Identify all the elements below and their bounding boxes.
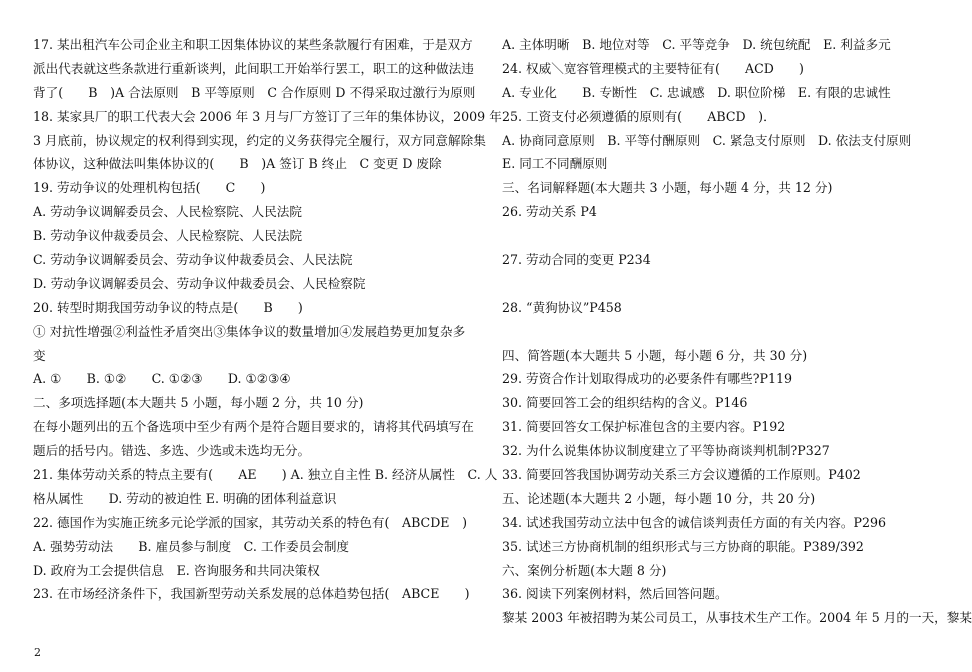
text-line: 派出代表就这些条款进行重新谈判，此间职工开始举行罢工，职工的这种做法违: [33, 60, 474, 76]
left-column: [33, 33, 502, 606]
text-line: 四、简答题(本大题共 5 小题，每小题 6 分，共 30 分): [502, 347, 808, 363]
text-line: 20. 转型时期我国劳动争议的特点是( B ): [33, 299, 303, 315]
blank-line: [502, 224, 927, 248]
text-line: 19. 劳动争议的处理机构包括( C ): [33, 180, 266, 196]
text-line: 黎某 2003 年被招聘为某公司员工，从事技术生产工作。2004 年 5 月的一天，黎某: [502, 610, 972, 626]
text-line: A. 协商同意原则 B. 平等付酬原则 C. 紧急支付原则 D. 依法支付原则: [502, 132, 912, 148]
text-line: A. 主体明晰 B. 地位对等 C. 平等竞争 D. 统包统配 E. 利益多元: [502, 37, 891, 52]
text-line: 17. 某出租汽车公司企业主和职工因集体协议的某些条款履行有困难，于是双方: [33, 37, 473, 52]
text-line: 21. 集体劳动关系的特点主要有( AE ) A. 独立自主性 B. 经济从属性 C. 人: [33, 467, 498, 483]
text-line: 格从属性 D. 劳动的被迫性 E. 明确的团体利益意识: [33, 490, 337, 506]
text-line: D. 政府为工会提供信息 E. 咨询服务和共同决策权: [33, 562, 320, 578]
text-line: 26. 劳动关系 P4: [502, 204, 597, 220]
text-line: 三、名词解释题(本大题共 3 小题，每小题 4 分，共 12 分): [502, 180, 833, 196]
text-line: 32. 为什么说集体协议制度建立了平等协商谈判机制?P327: [502, 443, 830, 459]
text-line: 30. 简要回答工会的组织结构的含义。P146: [502, 395, 748, 411]
text-line: A. ① B. ①② C. ①②③ D. ①②③④: [33, 371, 291, 387]
text-line: E. 同工不同酬原则: [502, 156, 608, 172]
text-line: 29. 劳资合作计划取得成功的必要条件有哪些?P119: [502, 371, 792, 387]
right-column: [502, 33, 972, 630]
text-line: 33. 简要回答我国协调劳动关系三方会议遵循的工作原则。P402: [502, 467, 861, 483]
text-line: ① 对抗性增强②利益性矛盾突出③集体争议的数量增加④发展趋势更加复杂多: [33, 323, 466, 339]
text-line: 22. 德国作为实施正统多元论学派的国家，其劳动关系的特色有( ABCDE ): [33, 514, 467, 530]
text-line: 24. 权威＼宽容管理模式的主要特征有( ACD ): [502, 60, 804, 76]
text-line: 背了( B )A 合法原则 B 平等原则 C 合作原则 D 不得采取过激行为原则: [33, 84, 476, 100]
blank-line: [502, 272, 927, 296]
text-line: D. 劳动争议调解委员会、劳动争议仲裁委员会、人民检察院: [33, 275, 366, 291]
text-line: 31. 简要回答女工保护标准包含的主要内容。P192: [502, 419, 786, 435]
text-line: 题后的括号内。错选、多选、少选或未选均无分。: [33, 443, 311, 459]
text-line: 在每小题列出的五个备选项中至少有两个是符合题目要求的，请将其代码填写在: [33, 419, 474, 435]
page-number: 2: [34, 646, 41, 659]
text-line: A. 强势劳动法 B. 雇员参与制度 C. 工作委员会制度: [33, 538, 350, 554]
text-line: 28. “黄狗协议”P458: [502, 299, 622, 315]
text-line: 体协议，这种做法叫集体协议的( B )A 签订 B 终止 C 变更 D 废除: [33, 156, 442, 172]
text-line: 35. 试述三方协商机制的组织形式与三方协商的职能。P389/392: [502, 538, 864, 554]
text-line: 36. 阅读下列案例材料，然后回答问题。: [502, 586, 728, 602]
text-line: A. 专业化 B. 专断性 C. 忠诚感 D. 职位阶梯 E. 有限的忠诚性: [502, 84, 891, 100]
text-line: 六、案例分析题(本大题 8 分): [502, 562, 667, 578]
text-line: 25. 工资支付必须遵循的原则有( ABCD )．: [502, 108, 776, 124]
text-line: 23. 在市场经济条件下，我国新型劳动关系发展的总体趋势包括( ABCE ): [33, 586, 470, 602]
text-line: 3 月底前，协议规定的权利得到实现，约定的义务获得完全履行，双方同意解除集: [33, 132, 486, 148]
text-line: 二、多项选择题(本大题共 5 小题，每小题 2 分，共 10 分): [33, 395, 364, 411]
text-line: B. 劳动争议仲裁委员会、人民检察院、人民法院: [33, 228, 303, 244]
text-line: 18. 某家具厂的职工代表大会 2006 年 3 月与厂方签订了三年的集体协议，2009 年: [33, 108, 502, 124]
text-line: C. 劳动争议调解委员会、劳动争议仲裁委员会、人民法院: [33, 252, 353, 268]
text-line: A. 劳动争议调解委员会、人民检察院、人民法院: [33, 204, 302, 220]
text-line: 变: [33, 347, 46, 363]
text-line: 27. 劳动合同的变更 P234: [502, 252, 651, 268]
blank-line: [502, 320, 927, 344]
text-line: 五、论述题(本大题共 2 小题，每小题 10 分，共 20 分): [502, 490, 816, 506]
text-line: 34. 试述我国劳动立法中包含的诚信谈判责任方面的有关内容。P296: [502, 514, 886, 530]
